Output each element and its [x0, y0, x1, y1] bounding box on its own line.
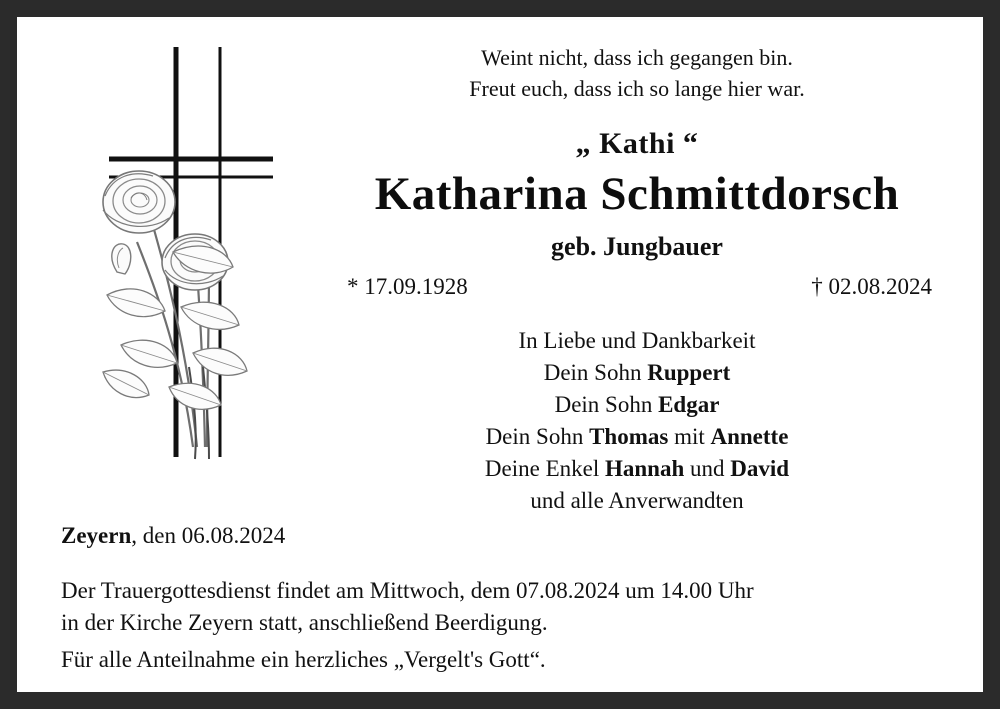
family-line-grandchildren — [307, 453, 967, 485]
family-block — [307, 325, 967, 517]
birth-date: * 17.09.1928 — [347, 274, 468, 299]
nickname: „ Kathi “ — [575, 127, 699, 160]
life-dates — [347, 274, 932, 300]
verse-line-2: Freut euch, dass ich so lange hier war. — [469, 76, 805, 101]
grandchild-2-name: David — [730, 456, 790, 481]
cross-with-roses-icon — [77, 27, 307, 497]
memorial-verse — [317, 42, 957, 104]
grandchild-1-name: Hannah — [605, 456, 685, 481]
place-date: , den 06.08.2024 — [131, 523, 286, 548]
son-1-name: Ruppert — [647, 360, 731, 385]
family-closing: und alle Anverwandten — [530, 488, 744, 513]
son-3-name: Thomas — [589, 424, 669, 449]
deceased-full-name: Katharina Schmittdorsch — [374, 168, 900, 220]
family-line-son-2 — [307, 389, 967, 421]
family-intro: In Liebe und Dankbarkeit — [518, 328, 756, 353]
obituary-card — [17, 17, 983, 692]
son-1-prefix: Dein Sohn — [543, 360, 648, 385]
verse-line-1: Weint nicht, dass ich gegangen bin. — [481, 45, 793, 70]
son-3-prefix: Dein Sohn — [485, 424, 590, 449]
family-line-son-3 — [307, 421, 967, 453]
son-3-partner-name: Annette — [710, 424, 789, 449]
grandchildren-middle: und — [684, 456, 731, 481]
son-3-middle: mit — [668, 424, 711, 449]
family-line-son-1 — [307, 357, 967, 389]
death-date: † 02.08.2024 — [811, 274, 932, 299]
thanks-note: Für alle Anteilnahme ein herzliches „Vergelt's Gott“. — [61, 647, 546, 672]
service-line-2: in der Kirche Zeyern statt, anschließend Beerdigung. — [61, 610, 548, 635]
service-line-1: Der Trauergottesdienst findet am Mittwoch, dem 07.08.2024 um 14.00 Uhr — [61, 578, 754, 603]
maiden-name: geb. Jungbauer — [551, 232, 723, 261]
grandchildren-prefix: Deine Enkel — [484, 456, 605, 481]
son-2-prefix: Dein Sohn — [554, 392, 659, 417]
funeral-service-info — [61, 575, 941, 639]
place-and-date — [61, 523, 285, 549]
place-town: Zeyern — [61, 523, 132, 548]
son-2-name: Edgar — [658, 392, 720, 417]
